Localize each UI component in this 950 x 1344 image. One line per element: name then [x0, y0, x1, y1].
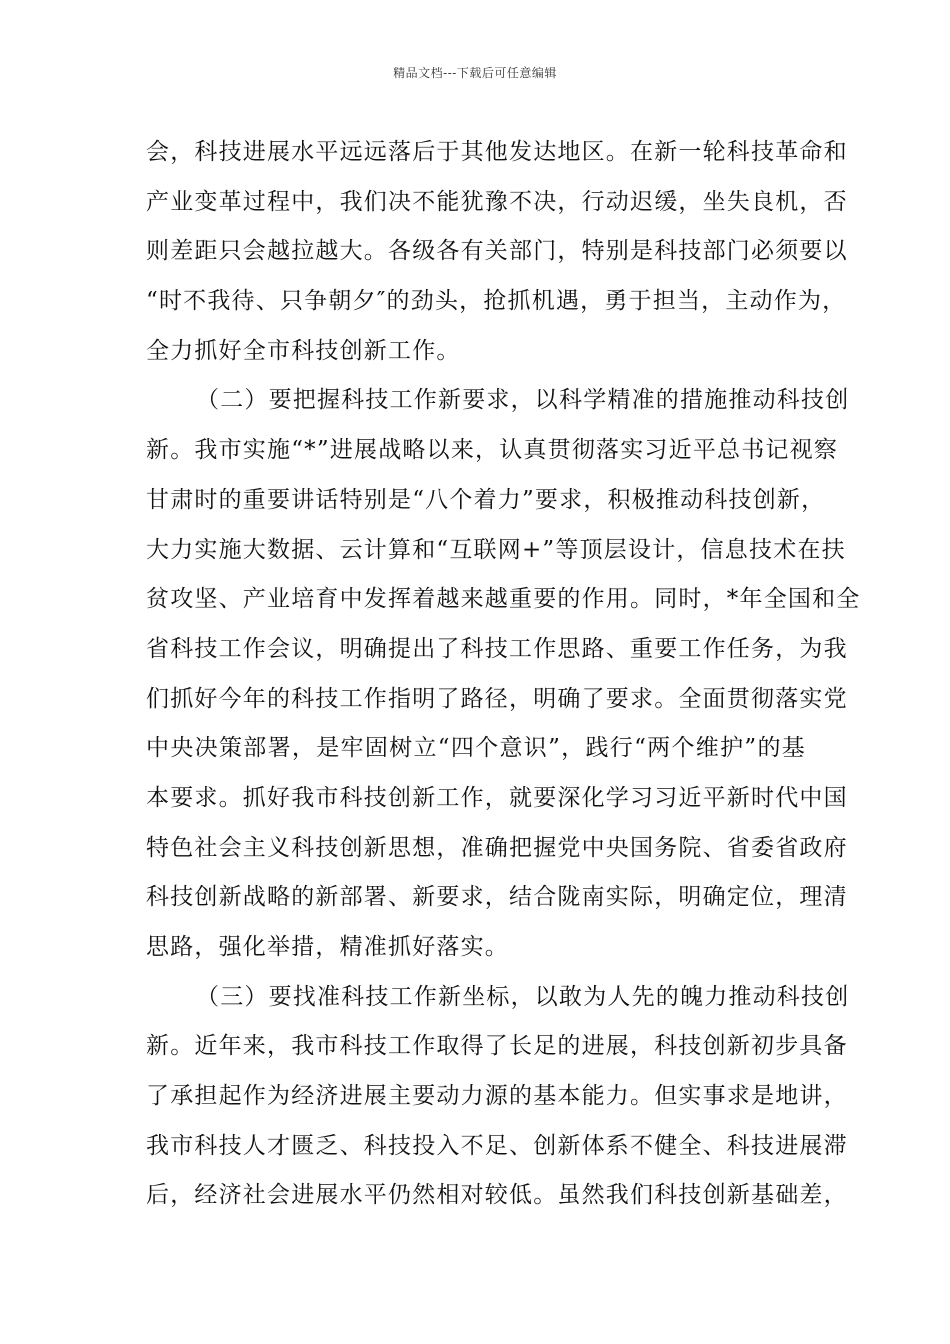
text-line: 产业变革过程中，我们决不能犹豫不决，行动迟缓，坐失良机，否: [146, 188, 848, 215]
text-line: 本要求。抓好我市科技创新工作，就要深化学习习近平新时代中国: [146, 784, 848, 811]
text-line: 我市科技人才匮乏、科技投入不足、创新体系不健全、科技进展滞: [146, 1132, 848, 1159]
text-line: 大力实施大数据、云计算和“互联网+”等顶层设计，信息技术在扶: [146, 536, 846, 563]
text-line: 省科技工作会议，明确提出了科技工作思路、重要工作任务，为我: [146, 635, 848, 662]
text-line: 甘肃时的重要讲话特别是“八个着力”要求，积极推动科技创新，: [146, 486, 826, 513]
text-line: 全力抓好全市科技创新工作。: [146, 337, 461, 364]
text-line: 科技创新战略的新部署、新要求，结合陇南实际，明确定位，理清: [146, 884, 848, 911]
text-line: 特色社会主义科技创新思想，准确把握党中央国务院、省委省政府: [146, 834, 848, 861]
text-line: （二）要把握科技工作新要求，以科学精准的措施推动科技创: [196, 387, 850, 414]
text-line: 中央决策部署，是牢固树立“四个意识”，践行“两个维护”的基: [146, 735, 806, 762]
text-line: 则差距只会越拉越大。各级各有关部门，特别是科技部门必须要以: [146, 238, 848, 265]
document-body: [146, 128, 861, 1221]
page-header: 精品文档---下载后可任意编辑: [393, 66, 557, 80]
text-line: “时不我待、只争朝夕″的劲头，抢抓机遇，勇于担当，主动作为，: [146, 288, 847, 315]
text-line: 贫攻坚、产业培育中发挥着越来越重要的作用。同时，*年全国和全: [146, 586, 861, 613]
text-line: （三）要找准科技工作新坐标，以敢为人先的魄力推动科技创: [196, 983, 850, 1010]
text-line: 们抓好今年的科技工作指明了路径，明确了要求。全面贯彻落实党: [146, 685, 848, 712]
text-line: 了承担起作为经济进展主要动力源的基本能力。但实事求是地讲，: [146, 1083, 848, 1110]
text-line: 新。我市实施“*”进展战略以来，认真贯彻落实习近平总书记视察: [146, 437, 839, 464]
text-line: 思路，强化举措，精准抓好落实。: [146, 934, 509, 960]
text-line: 会，科技进展水平远远落后于其他发达地区。在新一轮科技革命和: [146, 139, 848, 165]
text-line: 后，经济社会进展水平仍然相对较低。虽然我们科技创新基础差，: [146, 1182, 848, 1209]
text-line: 新。近年来，我市科技工作取得了长足的进展，科技创新初步具备: [146, 1033, 848, 1060]
